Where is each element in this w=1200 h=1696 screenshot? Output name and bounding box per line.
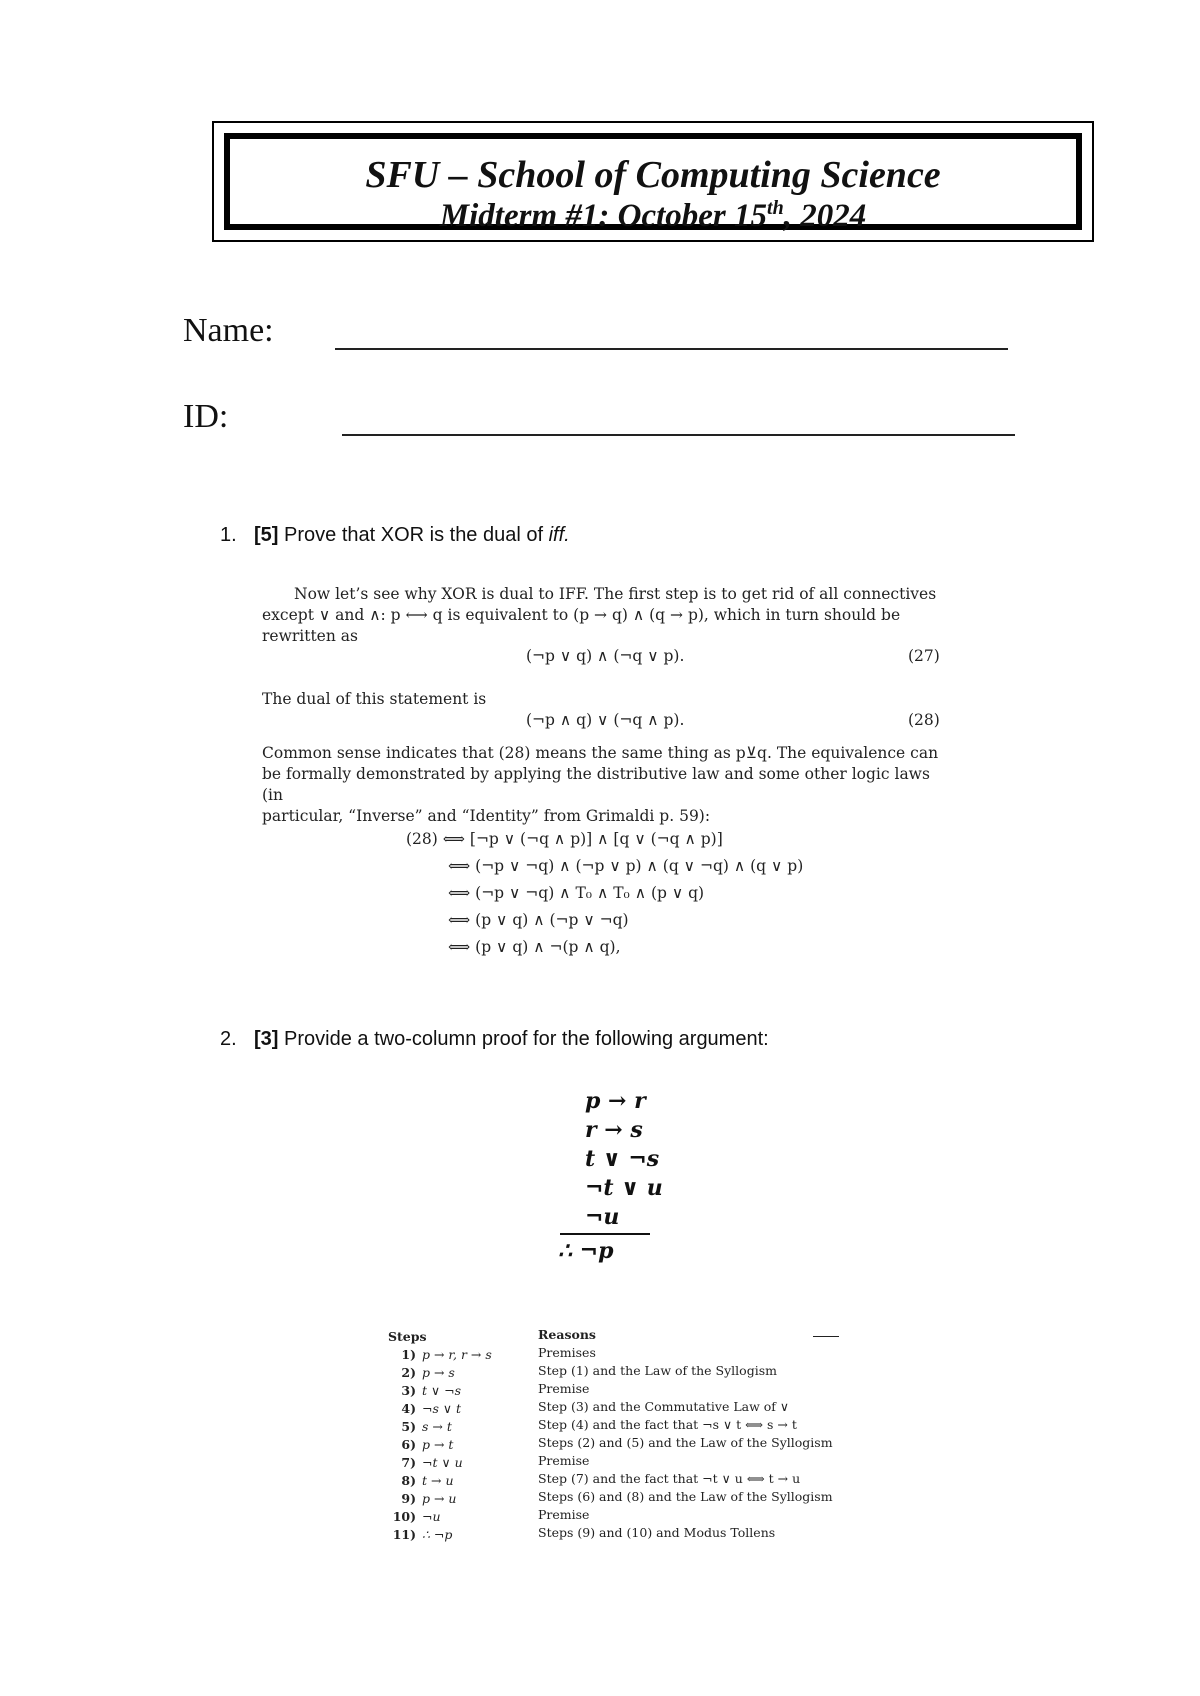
premise: r → s (585, 1117, 643, 1143)
equation-27: (¬p ∨ q) ∧ (¬q ∨ p). (526, 647, 685, 665)
proof-row: 2) p → s (401, 1365, 455, 1380)
premise: ¬u (585, 1204, 620, 1230)
header-box (212, 121, 1094, 242)
proof-steps-header: Steps (388, 1329, 427, 1344)
premise: ¬t ∨ u (585, 1175, 663, 1201)
id-label: ID: (183, 398, 229, 435)
proof-reason: Premises (538, 1345, 596, 1360)
q1-answer-paragraph-1: Now let’s see why XOR is dual to IFF. The first step is to get rid of all connectives except ∨ and ∧: p ⟷ q is equivalent to (p → q) ∧ (q → p), which in turn should be rewritten as (262, 585, 937, 645)
premise: t ∨ ¬s (585, 1146, 660, 1172)
proof-reasons-header: Reasons (538, 1327, 596, 1342)
proof-row: 3) t ∨ ¬s (401, 1383, 462, 1398)
proof-row: 4) ¬s ∨ t (401, 1401, 462, 1416)
proof-row: 8) t → u (401, 1473, 454, 1488)
name-label: Name: (183, 312, 274, 349)
derivation-line: ⟺ (p ∨ q) ∧ (¬p ∨ ¬q) (448, 911, 629, 929)
exam-subtitle: Midterm #1: October 15th, 2024 (439, 197, 867, 234)
proof-reason: Steps (9) and (10) and Modus Tollens (538, 1525, 776, 1540)
proof-reason: Step (7) and the fact that ¬t ∨ u ⟺ t → u (538, 1471, 801, 1486)
proof-reason: Step (1) and the Law of the Syllogism (538, 1363, 777, 1378)
proof-reason: Premise (538, 1453, 590, 1468)
proof-row: 10) ¬u (392, 1509, 441, 1524)
proof-row: 7) ¬t ∨ u (401, 1455, 463, 1470)
proof-row: 9) p → u (401, 1491, 457, 1506)
q1-answer-paragraph-2: The dual of this statement is (262, 690, 487, 708)
equation-28: (¬p ∧ q) ∨ (¬q ∧ p). (526, 711, 685, 729)
question-2: 2. [3] Provide a two-column proof for the following argument: (220, 1028, 769, 1050)
page-title: SFU – School of Computing Science (365, 154, 941, 196)
conclusion-rule (560, 1233, 650, 1235)
proof-row: 11) ∴ ¬p (392, 1527, 453, 1542)
proof-reason: Steps (6) and (8) and the Law of the Syllogism (538, 1489, 833, 1504)
equation-28-number: (28) (908, 711, 940, 729)
proof-reason: Premise (538, 1381, 590, 1396)
proof-row: 6) p → t (401, 1437, 454, 1452)
equation-27-number: (27) (908, 647, 940, 665)
derivation-line: ⟺ (¬p ∨ ¬q) ∧ (¬p ∨ p) ∧ (q ∨ ¬q) ∧ (q ∨ p) (448, 857, 804, 875)
derivation-line: ⟺ (¬p ∨ ¬q) ∧ T₀ ∧ T₀ ∧ (p ∨ q) (448, 884, 705, 902)
proof-reason: Step (4) and the fact that ¬s ∨ t ⟺ s → t (538, 1417, 797, 1432)
header-frame (224, 133, 1082, 234)
proof-row: 1) p → r, r → s (401, 1347, 492, 1362)
proof-reason: Steps (2) and (5) and the Law of the Syllogism (538, 1435, 833, 1450)
conclusion: ∴ ¬p (558, 1238, 614, 1264)
question-1: 1. [5] Prove that XOR is the dual of iff. (220, 524, 570, 546)
scan-mark (813, 1336, 839, 1337)
proof-row: 5) s → t (401, 1419, 452, 1434)
id-field[interactable] (342, 434, 1015, 436)
name-field[interactable] (335, 348, 1008, 350)
proof-reason: Step (3) and the Commutative Law of ∨ (538, 1399, 790, 1414)
proof-reason: Premise (538, 1507, 590, 1522)
derivation-line: ⟺ (p ∨ q) ∧ ¬(p ∧ q), (448, 938, 621, 956)
derivation-line: (28) ⟺ [¬p ∨ (¬q ∧ p)] ∧ [q ∨ (¬q ∧ p)] (406, 830, 723, 848)
premise: p → r (585, 1088, 646, 1114)
q1-answer-paragraph-3: Common sense indicates that (28) means the same thing as p⊻q. The equivalence can be formally demonstrated by applying the distributive law and some other logic laws (in particular, “Inverse” and “Identity” from Grimaldi p. 59): (262, 744, 939, 825)
